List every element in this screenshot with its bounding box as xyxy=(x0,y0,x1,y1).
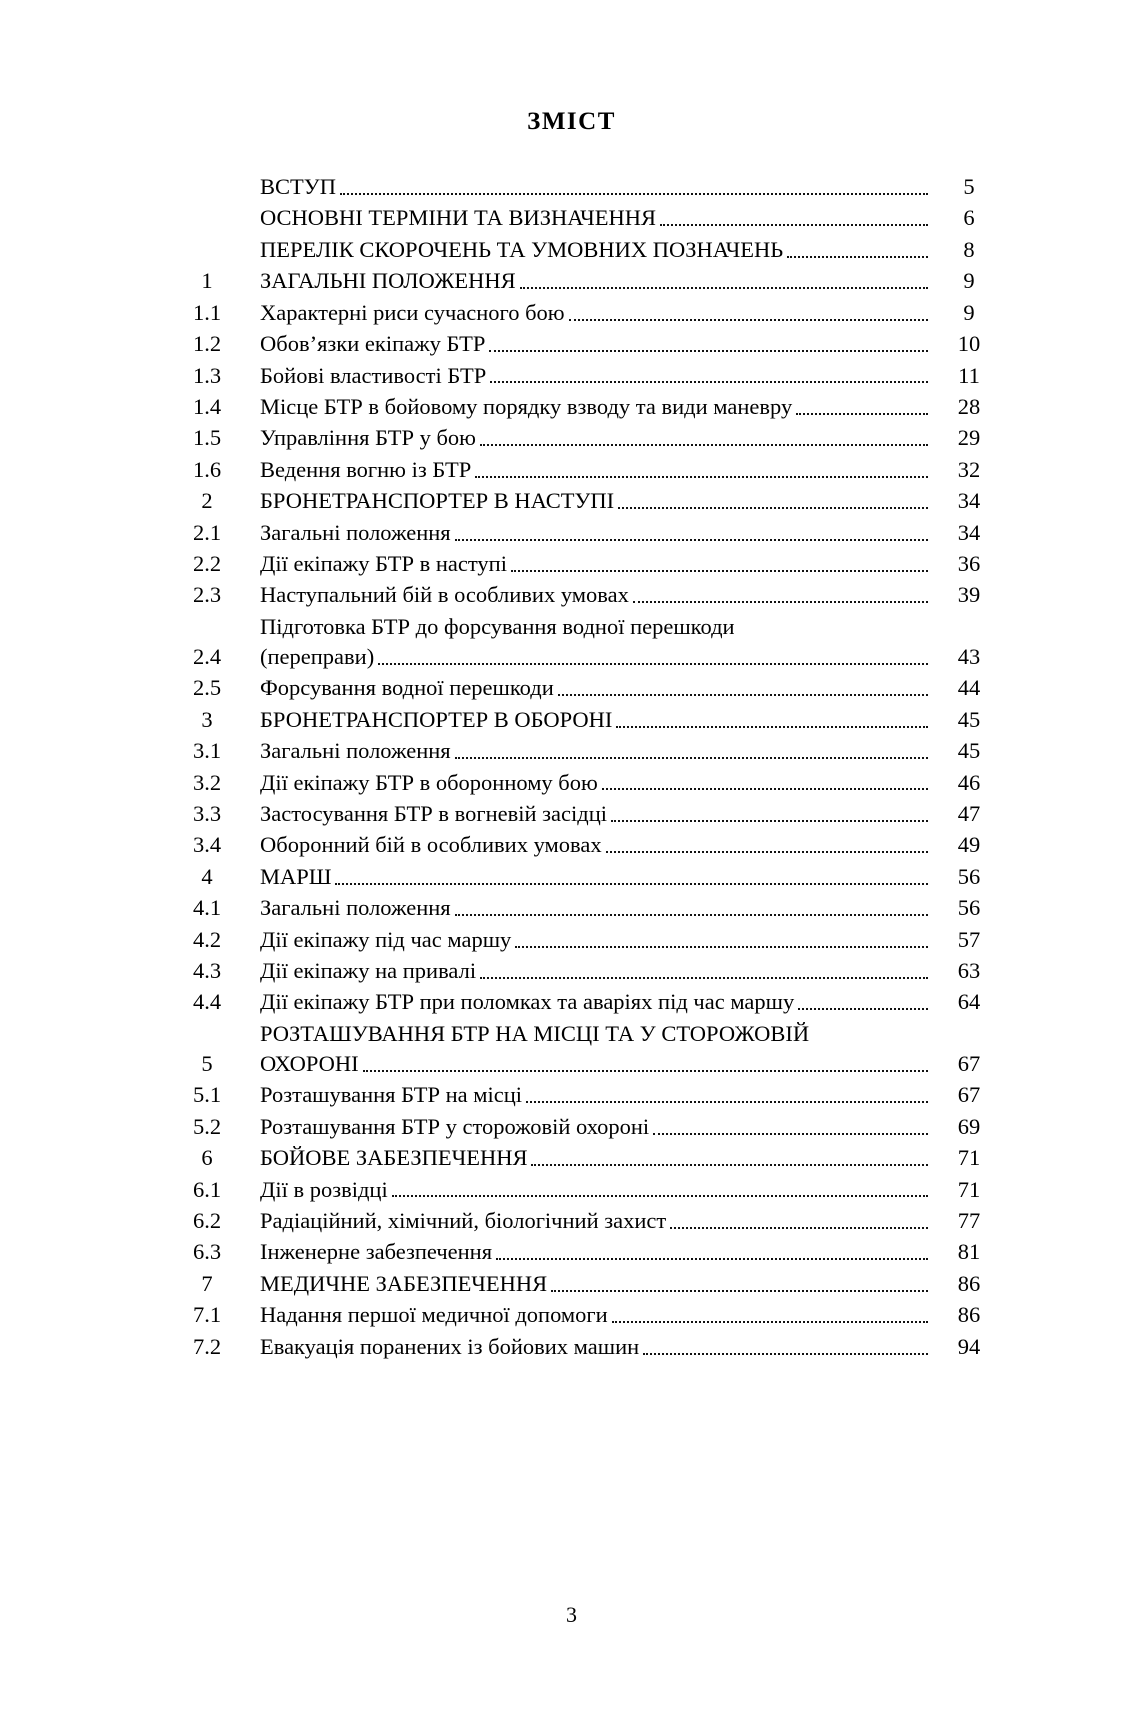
toc-entry-number: 2.5 xyxy=(192,675,222,701)
toc-entry[interactable] xyxy=(160,1080,1008,1110)
toc-entry-title-area xyxy=(260,612,930,672)
toc-leader-dots xyxy=(511,569,928,572)
toc-entry-number: 2.4 xyxy=(192,643,222,669)
toc-leader-dots xyxy=(558,693,928,696)
toc-entry-page-number: 6 xyxy=(963,205,975,231)
toc-entry-title: Ведення вогню із БТР xyxy=(260,456,472,482)
toc-entry-title-area xyxy=(260,1269,930,1299)
toc-entry-number: 5.2 xyxy=(192,1113,222,1139)
toc-entry-title: ПЕРЕЛІК СКОРОЧЕНЬ ТА УМОВНИХ ПОЗНАЧЕНЬ xyxy=(260,236,784,262)
toc-entry-title: Інженерне забезпечення xyxy=(260,1239,493,1265)
toc-entry[interactable] xyxy=(160,768,1008,798)
toc-entry[interactable] xyxy=(160,1019,1008,1079)
toc-entry[interactable] xyxy=(160,361,1008,391)
toc-entry-number: 4.4 xyxy=(192,989,222,1015)
toc-entry[interactable] xyxy=(160,1237,1008,1267)
toc-entry-title: ВСТУП xyxy=(260,174,336,199)
toc-entry-number: 3.1 xyxy=(192,738,222,764)
toc-entry-title: Евакуація поранених із бойових машин xyxy=(260,1333,640,1359)
toc-entry-number: 4.3 xyxy=(192,958,222,984)
toc-entry-page-number: 77 xyxy=(957,1207,981,1233)
toc-entry-number: 1.4 xyxy=(192,393,222,419)
toc-entry-page-number: 94 xyxy=(957,1333,981,1359)
toc-leader-dots xyxy=(496,1257,928,1260)
toc-entry-number: 1 xyxy=(201,268,213,294)
toc-leader-dots xyxy=(606,850,928,853)
toc-leader-dots xyxy=(643,1352,928,1355)
toc-entry-title-area xyxy=(260,673,930,703)
toc-leader-dots xyxy=(480,976,928,979)
toc-leader-dots xyxy=(798,1007,928,1010)
toc-entry[interactable] xyxy=(160,736,1008,766)
toc-entry-title-area xyxy=(260,1237,930,1267)
toc-entry-number: 4.2 xyxy=(192,926,222,952)
toc-entry-number: 3.2 xyxy=(192,769,222,795)
toc-leader-dots xyxy=(489,349,928,352)
toc-entry-title-area xyxy=(260,455,930,485)
toc-entry-title-area xyxy=(260,549,930,579)
toc-entry-title-area xyxy=(260,1019,930,1079)
toc-entry-title: Місце БТР в бойовому порядку взводу та види маневру xyxy=(260,393,793,419)
toc-entry-number: 7.2 xyxy=(192,1333,222,1359)
toc-entry-title-area xyxy=(260,361,930,391)
toc-entry[interactable] xyxy=(160,298,1008,328)
toc-entry-title: МАРШ xyxy=(260,863,332,889)
toc-entry-title: РОЗТАШУВАННЯ БТР НА МІСЦІ ТА У СТОРОЖОВІЙ xyxy=(260,1020,810,1046)
toc-entry[interactable] xyxy=(160,1112,1008,1142)
toc-entry-title: Загальні положення xyxy=(260,738,451,764)
toc-entry-page-number: 10 xyxy=(957,331,981,357)
toc-entry-page-number: 86 xyxy=(957,1270,981,1296)
toc-entry[interactable] xyxy=(160,830,1008,860)
toc-entry-number: 4.1 xyxy=(192,895,222,921)
toc-entry-page-number: 71 xyxy=(957,1145,981,1171)
toc-leader-dots xyxy=(796,412,928,415)
toc-entry-title-area xyxy=(260,799,930,829)
toc-leader-dots xyxy=(363,1069,928,1072)
toc-entry-title-cont-line xyxy=(260,642,930,672)
toc-entry-title: Підготовка БТР до форсування водної перешкоди xyxy=(260,613,735,639)
toc-entry-page-number: 45 xyxy=(957,738,981,764)
toc-entry-number: 2 xyxy=(201,488,213,514)
toc-entry-title: Обов’язки екіпажу БТР xyxy=(260,331,486,357)
toc-entry[interactable] xyxy=(160,1332,1008,1362)
page-folio: 3 xyxy=(566,1602,577,1627)
toc-entry-title: Форсування водної перешкоди xyxy=(260,675,554,701)
table-of-contents xyxy=(160,172,1008,1362)
toc-entry[interactable] xyxy=(160,392,1008,422)
toc-entry-title-area xyxy=(260,1080,930,1110)
toc-entry[interactable] xyxy=(160,799,1008,829)
toc-entry-page-number: 43 xyxy=(957,643,981,669)
toc-entry[interactable] xyxy=(160,1300,1008,1330)
toc-entry-title: Оборонний бій в особливих умовах xyxy=(260,832,602,858)
toc-leader-dots xyxy=(455,756,928,759)
toc-entry[interactable] xyxy=(160,580,1008,610)
toc-entry-page-number: 49 xyxy=(957,832,981,858)
toc-entry-title: Дії екіпажу БТР в оборонному бою xyxy=(260,769,598,795)
toc-leader-dots xyxy=(455,538,928,541)
toc-entry-title: Бойові властивості БТР xyxy=(260,362,487,388)
toc-entry-title: Радіаційний, хімічний, біологічний захист xyxy=(260,1207,667,1233)
toc-entry-title: Дії екіпажу БТР в наступі xyxy=(260,551,507,577)
toc-leader-dots xyxy=(653,1132,928,1135)
toc-entry[interactable] xyxy=(160,1206,1008,1236)
toc-leader-dots xyxy=(335,882,928,885)
toc-leader-dots xyxy=(378,662,928,665)
toc-entry-number: 1.6 xyxy=(192,456,222,482)
toc-entry-page-number: 36 xyxy=(957,551,981,577)
toc-leader-dots xyxy=(670,1226,928,1229)
toc-leader-dots xyxy=(531,1163,928,1166)
toc-entry-title: Дії екіпажу БТР при поломках та аваріях під час маршу xyxy=(260,989,795,1015)
toc-entry-number: 2.3 xyxy=(192,582,222,608)
toc-entry[interactable] xyxy=(160,172,1008,202)
toc-entry[interactable] xyxy=(160,862,1008,892)
toc-entry[interactable] xyxy=(160,1269,1008,1299)
toc-entry-title: Розташування БТР у сторожовій охороні xyxy=(260,1113,650,1139)
document-page xyxy=(0,108,1143,1724)
toc-entry-title-area xyxy=(260,486,930,516)
toc-entry-title: ЗАГАЛЬНІ ПОЛОЖЕННЯ xyxy=(260,268,516,294)
toc-entry-title: МЕДИЧНЕ ЗАБЕЗПЕЧЕННЯ xyxy=(260,1270,548,1296)
toc-entry-page-number: 5 xyxy=(963,174,975,199)
toc-entry[interactable] xyxy=(160,203,1008,233)
toc-leader-dots xyxy=(520,286,928,289)
toc-entry-page-number: 46 xyxy=(957,769,981,795)
toc-entry-page-number: 45 xyxy=(957,706,981,732)
toc-leader-dots xyxy=(340,192,928,195)
toc-leader-dots xyxy=(611,819,928,822)
toc-entry-title-area xyxy=(260,1112,930,1142)
toc-entry-title-area xyxy=(260,830,930,860)
toc-entry-title: БРОНЕТРАНСПОРТЕР В НАСТУПІ xyxy=(260,488,615,514)
toc-entry-title-area xyxy=(260,392,930,422)
toc-entry-title-area xyxy=(260,1175,930,1205)
toc-entry-title-area xyxy=(260,172,930,202)
toc-entry-number: 1.5 xyxy=(192,425,222,451)
toc-entry-title: Дії екіпажу на привалі xyxy=(260,958,477,984)
toc-entry-title-area xyxy=(260,329,930,359)
toc-entry-page-number: 34 xyxy=(957,488,981,514)
toc-entry-page-number: 56 xyxy=(957,863,981,889)
toc-entry-title-area xyxy=(260,736,930,766)
toc-entry-title: Наступальний бій в особливих умовах xyxy=(260,582,629,608)
toc-entry-title: ОСНОВНІ ТЕРМІНИ ТА ВИЗНАЧЕННЯ xyxy=(260,205,657,231)
toc-entry-title: Дії екіпажу під час маршу xyxy=(260,926,512,952)
toc-entry[interactable] xyxy=(160,235,1008,265)
toc-entry-title-area xyxy=(260,862,930,892)
toc-entry-title-area xyxy=(260,235,930,265)
toc-leader-dots xyxy=(616,725,928,728)
toc-entry-title-area xyxy=(260,705,930,735)
toc-entry-number: 6.1 xyxy=(192,1176,222,1202)
toc-entry-number: 7.1 xyxy=(192,1302,222,1328)
toc-entry-number: 1.3 xyxy=(192,362,222,388)
toc-leader-dots xyxy=(455,913,928,916)
toc-leader-dots xyxy=(475,475,928,478)
toc-entry-page-number: 9 xyxy=(963,299,975,325)
toc-entry-page-number: 29 xyxy=(957,425,981,451)
toc-entry-page-number: 8 xyxy=(963,236,975,262)
toc-entry[interactable] xyxy=(160,455,1008,485)
toc-entry-page-number: 9 xyxy=(963,268,975,294)
toc-entry-page-number: 39 xyxy=(957,582,981,608)
toc-entry-page-number: 28 xyxy=(957,393,981,419)
toc-entry[interactable] xyxy=(160,987,1008,1017)
toc-entry-title-area xyxy=(260,1143,930,1173)
toc-entry-title: Управління БТР у бою xyxy=(260,425,476,451)
toc-entry-title-area xyxy=(260,956,930,986)
toc-entry-title: Застосування БТР в вогневій засідці xyxy=(260,800,608,826)
toc-entry-title: БОЙОВЕ ЗАБЕЗПЕЧЕННЯ xyxy=(260,1145,528,1171)
toc-entry-title-area xyxy=(260,298,930,328)
toc-entry-title-cont: (переправи) xyxy=(260,643,375,669)
toc-entry[interactable] xyxy=(160,486,1008,516)
toc-entry[interactable] xyxy=(160,549,1008,579)
toc-entry-page-number: 44 xyxy=(957,675,981,701)
toc-entry-title-area xyxy=(260,925,930,955)
toc-entry-number: 4 xyxy=(201,863,213,889)
toc-entry-title: Надання першої медичної допомоги xyxy=(260,1302,608,1328)
toc-entry[interactable] xyxy=(160,673,1008,703)
toc-leader-dots xyxy=(660,223,928,226)
toc-entry-title: Характерні риси сучасного бою xyxy=(260,299,565,325)
toc-entry-title: Загальні положення xyxy=(260,519,451,545)
toc-entry-title: Розташування БТР на місці xyxy=(260,1082,523,1108)
toc-entry-title-area xyxy=(260,893,930,923)
toc-entry-number: 6.3 xyxy=(192,1239,222,1265)
toc-entry[interactable] xyxy=(160,956,1008,986)
toc-leader-dots xyxy=(602,787,928,790)
toc-leader-dots xyxy=(633,600,928,603)
toc-entry-number: 6 xyxy=(201,1145,213,1171)
toc-entry[interactable] xyxy=(160,705,1008,735)
toc-entry-number: 1.2 xyxy=(192,331,222,357)
toc-entry-title-area xyxy=(260,423,930,453)
toc-entry-number: 2.1 xyxy=(192,519,222,545)
toc-entry[interactable] xyxy=(160,893,1008,923)
toc-entry-number: 7 xyxy=(201,1270,213,1296)
toc-entry[interactable] xyxy=(160,423,1008,453)
toc-entry-title-area xyxy=(260,1332,930,1362)
toc-leader-dots xyxy=(618,506,928,509)
toc-entry[interactable] xyxy=(160,612,1008,672)
toc-entry-page-number: 71 xyxy=(957,1176,981,1202)
toc-leader-dots xyxy=(490,380,928,383)
toc-entry-page-number: 34 xyxy=(957,519,981,545)
toc-entry-number: 3.3 xyxy=(192,800,222,826)
toc-entry-page-number: 64 xyxy=(957,989,981,1015)
toc-entry-page-number: 11 xyxy=(958,362,980,388)
toc-leader-dots xyxy=(569,318,928,321)
toc-leader-dots xyxy=(480,443,928,446)
toc-entry-title-area xyxy=(260,1206,930,1236)
toc-entry[interactable] xyxy=(160,1143,1008,1173)
toc-entry-number: 6.2 xyxy=(192,1207,222,1233)
toc-entry[interactable] xyxy=(160,1175,1008,1205)
toc-entry-number: 1.1 xyxy=(192,299,222,325)
toc-entry-number: 5 xyxy=(201,1050,213,1076)
toc-entry-number: 3.4 xyxy=(192,832,222,858)
toc-entry-number: 2.2 xyxy=(192,551,222,577)
toc-entry-title-cont: ОХОРОНІ xyxy=(260,1050,359,1076)
toc-entry-number: 3 xyxy=(201,706,213,732)
toc-entry-page-number: 81 xyxy=(957,1239,981,1265)
toc-entry-page-number: 67 xyxy=(957,1050,981,1076)
toc-entry-page-number: 57 xyxy=(957,926,981,952)
toc-leader-dots xyxy=(526,1100,928,1103)
toc-entry-title-area xyxy=(260,518,930,548)
toc-leader-dots xyxy=(515,945,928,948)
toc-entry-page-number: 86 xyxy=(957,1302,981,1328)
toc-entry-page-number: 32 xyxy=(957,456,981,482)
toc-entry-title: Дії в розвідці xyxy=(260,1176,388,1202)
toc-entry-title-area xyxy=(260,768,930,798)
toc-entry-title: Загальні положення xyxy=(260,895,451,921)
toc-leader-dots xyxy=(392,1194,928,1197)
toc-entry-title-area xyxy=(260,203,930,233)
toc-leader-dots xyxy=(612,1320,928,1323)
toc-entry-page-number: 63 xyxy=(957,958,981,984)
toc-entry-page-number: 67 xyxy=(957,1082,981,1108)
toc-entry[interactable] xyxy=(160,266,1008,296)
toc-leader-dots xyxy=(787,255,928,258)
toc-leader-dots xyxy=(551,1289,928,1292)
toc-entry-title-area xyxy=(260,987,930,1017)
toc-entry-page-number: 47 xyxy=(957,800,981,826)
toc-entry[interactable] xyxy=(160,925,1008,955)
toc-entry-title-area xyxy=(260,580,930,610)
toc-entry-page-number: 69 xyxy=(957,1113,981,1139)
toc-entry-page-number: 56 xyxy=(957,895,981,921)
toc-entry[interactable] xyxy=(160,329,1008,359)
toc-entry[interactable] xyxy=(160,518,1008,548)
toc-entry-title-cont-line xyxy=(260,1049,930,1079)
toc-entry-title: БРОНЕТРАНСПОРТЕР В ОБОРОНІ xyxy=(260,706,613,732)
toc-entry-title-area xyxy=(260,1300,930,1330)
toc-entry-title-area xyxy=(260,266,930,296)
toc-entry-number: 5.1 xyxy=(192,1082,222,1108)
page-title: ЗМІСТ xyxy=(527,108,616,135)
